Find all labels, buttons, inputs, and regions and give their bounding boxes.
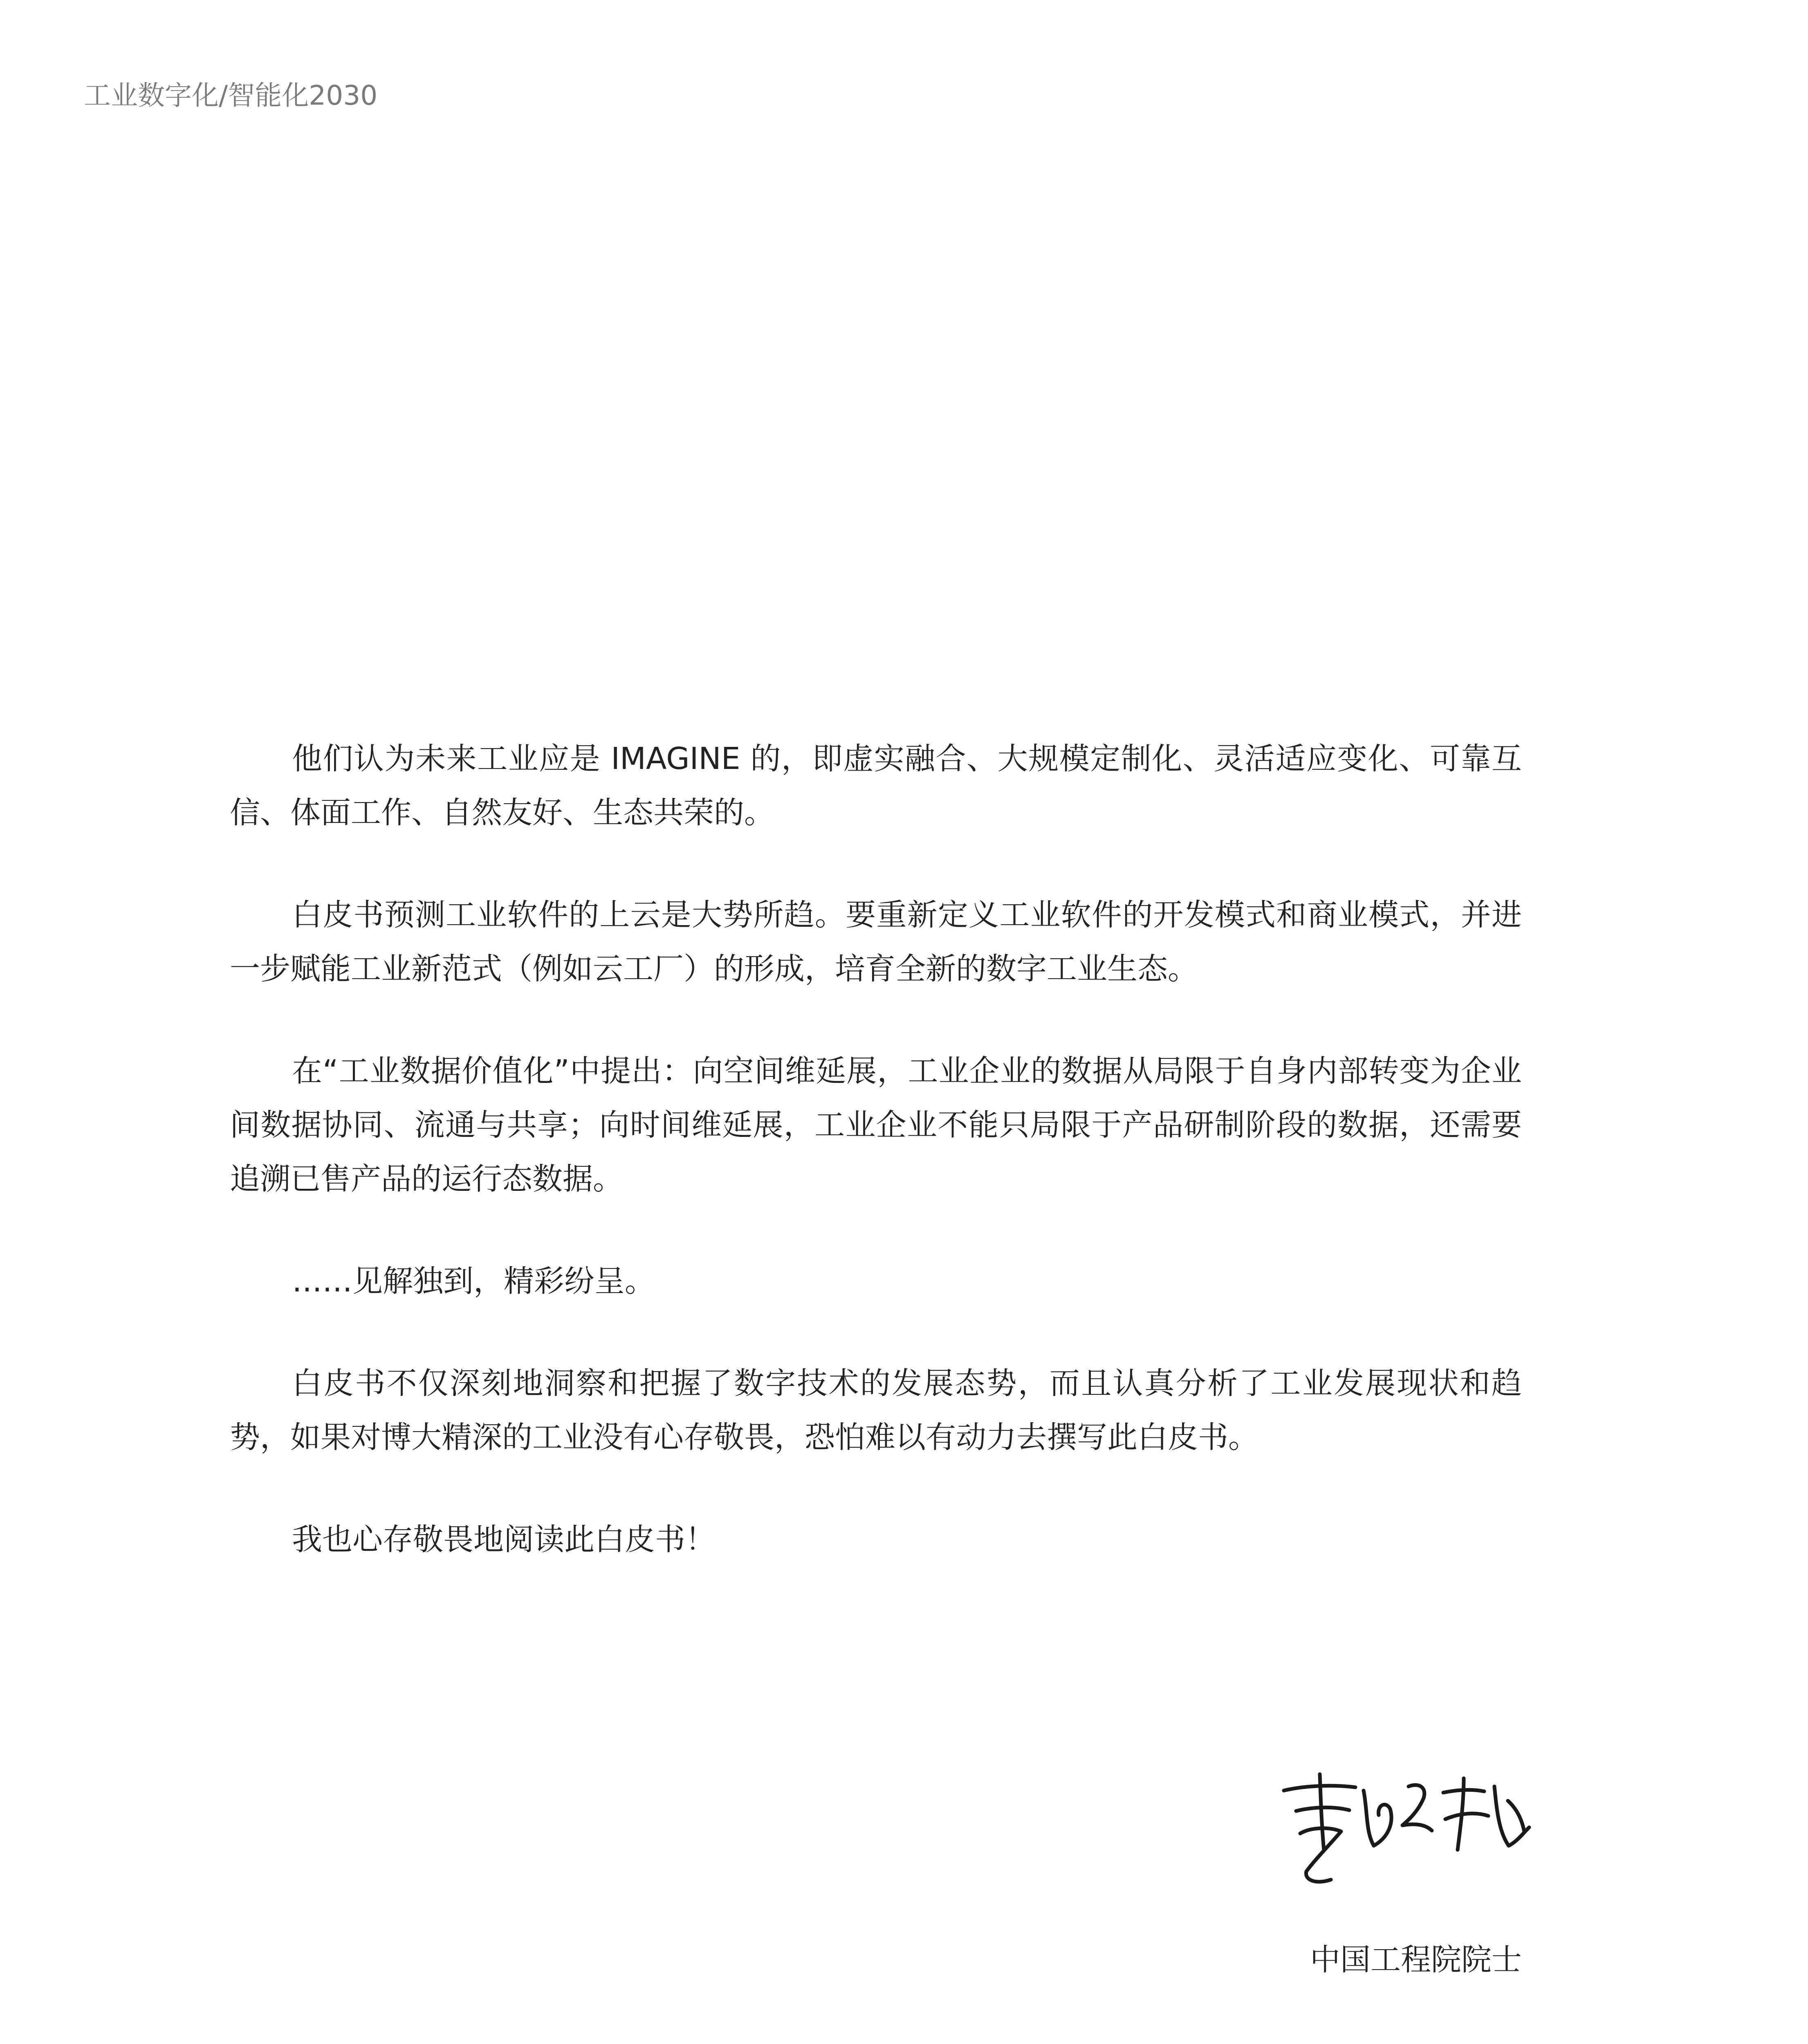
paragraph-6: 我也心存敬畏地阅读此白皮书！	[292, 1522, 716, 1557]
paragraph-1: 他们认为未来工业应是 IMAGINE 的，即虚实融合、大规模定制化、灵活适应变化、可靠互信、体面工作、自然友好、生态共荣的。	[230, 741, 1522, 830]
running-header: 工业数字化/智能化2030	[84, 80, 378, 111]
paragraph-5: 白皮书不仅深刻地洞察和把握了数字技术的发展态势，而且认真分析了工业发展现状和趋势，如果对博大精深的工业没有心存敬畏，恐怕难以有动力去撰写此白皮书。	[230, 1366, 1522, 1455]
paragraph-3: 在“工业数据价值化”中提出：向空间维延展，工业企业的数据从局限于自身内部转变为企业间数据协同、流通与共享；向时间维延展，工业企业不能只局限于产品研制阶段的数据，还需要追溯已售产品的运行态数据。	[230, 1053, 1522, 1197]
paragraph-2: 白皮书预测工业软件的上云是大势所趋。要重新定义工业软件的开发模式和商业模式，并进一步赋能工业新范式（例如云工厂）的形成，培育全新的数字工业生态。	[230, 897, 1522, 986]
signer-title: 中国工程院院士	[1310, 1942, 1522, 1977]
handwritten-signature	[1272, 1762, 1541, 1897]
paragraph-4: ……见解独到，精彩纷呈。	[292, 1264, 655, 1299]
body-text	[230, 732, 1522, 1615]
